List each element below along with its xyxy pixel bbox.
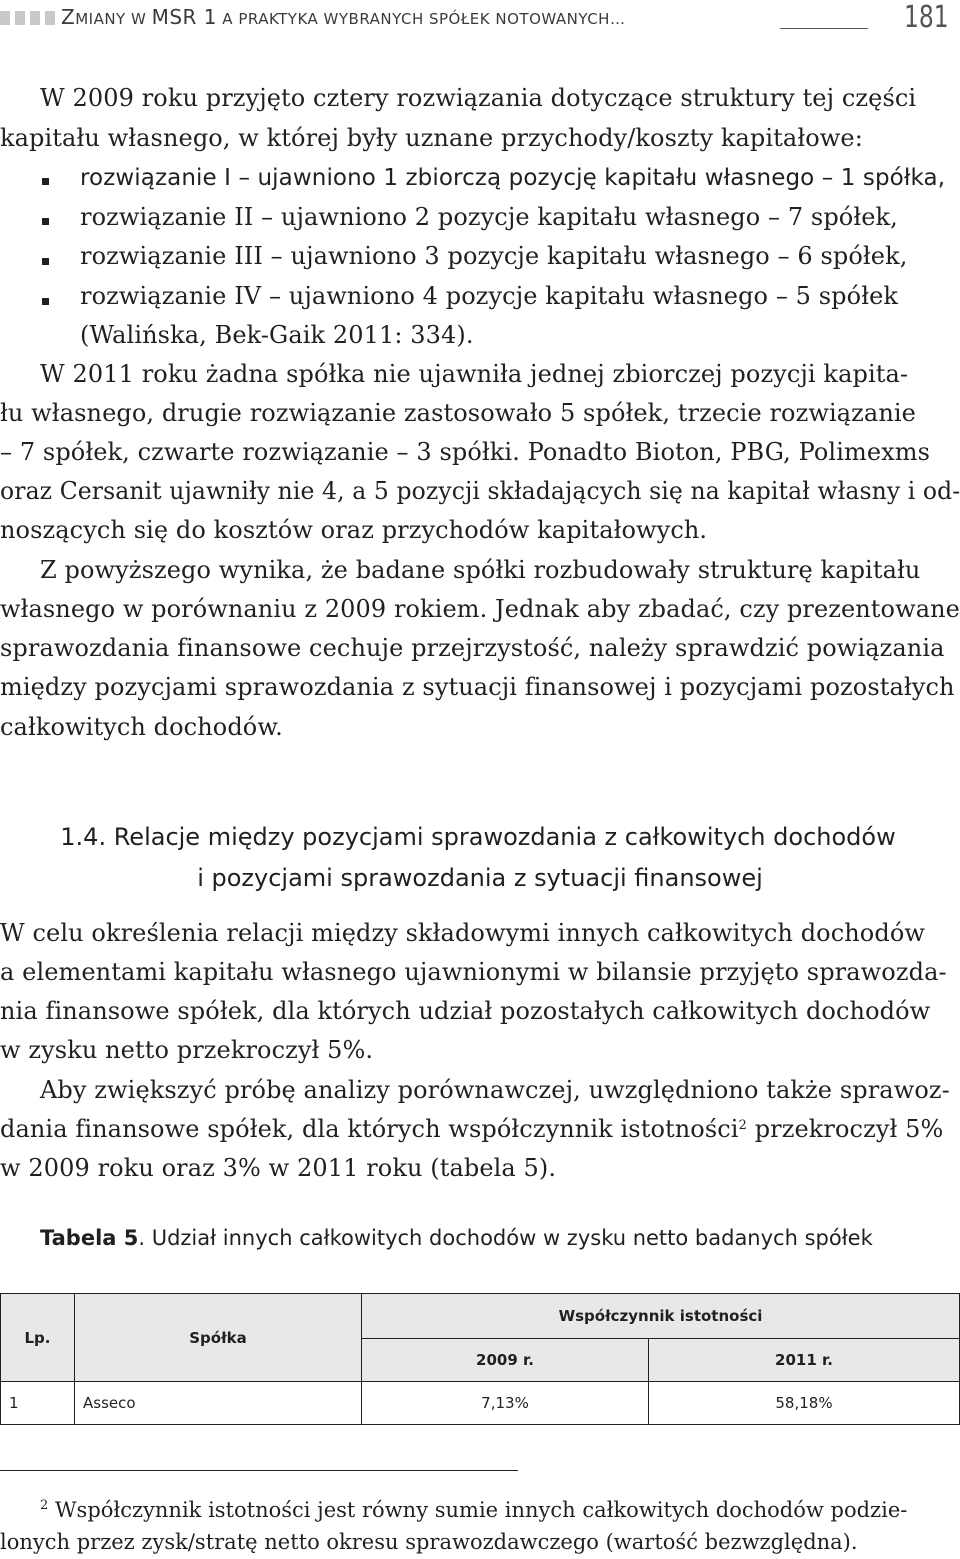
paragraph-4-line-4: w zysku netto przekroczył 5%.: [0, 1036, 374, 1064]
column-header-2009: 2009 r.: [362, 1339, 649, 1382]
column-header-group: Współczynnik istotności: [362, 1294, 960, 1339]
bullet-marker: [42, 298, 49, 305]
bullet-item-4-continuation: (Walińska, Bek-Gaik 2011: 334).: [80, 321, 474, 349]
paragraph-5-line-1: Aby zwiększyć próbę analizy porównawczej, uwzględniono także sprawoz-: [40, 1076, 950, 1104]
paragraph-1-line-1: W 2009 roku przyjęto cztery rozwiązania dotyczące struktury tej części: [40, 84, 917, 112]
section-heading-line-1: 1.4. Relacje między pozycjami sprawozdania z całkowitych dochodów: [60, 823, 896, 851]
paragraph-3-line-2: własnego w porównaniu z 2009 rokiem. Jednak aby zbadać, czy prezentowane: [0, 595, 960, 623]
paragraph-2-line-1: W 2011 roku żadna spółka nie ujawniła jednej zbiorczej pozycji kapita-: [40, 360, 909, 388]
header-square-4: [45, 11, 55, 25]
paragraph-4-line-1: W celu określenia relacji między składowymi innych całkowitych dochodów: [0, 919, 926, 947]
paragraph-1-line-2: kapitału własnego, w której były uznane przychody/koszty kapitałowe:: [0, 124, 863, 152]
column-header-company: Spółka: [75, 1294, 362, 1382]
footnote-reference[interactable]: 2: [738, 1118, 747, 1133]
paragraph-4-line-3: nia finansowe spółek, dla których udział pozostałych całkowitych dochodów: [0, 997, 931, 1025]
bullet-item-3: rozwiązanie III – ujawniono 3 pozycje kapitału własnego – 6 spółek,: [80, 242, 908, 270]
footnote-rule: [0, 1470, 518, 1471]
table-caption: Tabela 5. Udział innych całkowitych dochodów w zysku netto badanych spółek: [40, 1226, 873, 1250]
paragraph-5-line-2: dania finansowe spółek, dla których współczynnik istotności$^2$ przekroczył 5%: [0, 1115, 944, 1143]
cell-2009: 7,13%: [362, 1382, 649, 1425]
paragraph-4-line-2: a elementami kapitału własnego ujawnionymi w bilansie przyjęto sprawozda-: [0, 958, 947, 986]
header-square-2: [15, 11, 25, 25]
running-header: [0, 0, 960, 40]
page-number: 181: [904, 0, 949, 35]
cell-2011: 58,18%: [649, 1382, 960, 1425]
bullet-marker: [42, 218, 49, 225]
bullet-marker: [42, 258, 49, 265]
bullet-item-2: rozwiązanie II – ujawniono 2 pozycje kapitału własnego – 7 spółek,: [80, 203, 898, 231]
paragraph-2-line-4: oraz Cersanit ujawniły nie 4, a 5 pozycji składających się na kapitał własny i od-: [0, 477, 960, 505]
paragraph-3-line-4: między pozycjami sprawozdania z sytuacji finansowej i pozycjami pozostałych: [0, 673, 955, 701]
data-table: [0, 1293, 960, 1425]
paragraph-2-line-5: noszących się do kosztów oraz przychodów kapitałowych.: [0, 516, 708, 544]
footnote-line-1: $^2$ Współczynnik istotności jest równy sumie innych całkowitych dochodów podzie-: [40, 1498, 908, 1522]
paragraph-2-line-2: łu własnego, drugie rozwiązanie zastosowało 5 spółek, trzecie rozwiązanie: [0, 399, 916, 427]
footnote-number: 2: [40, 1498, 49, 1513]
bullet-item-1: rozwiązanie I – ujawniono 1 zbiorczą pozycję kapitału własnego – 1 spółka,: [80, 165, 946, 191]
header-rule: [780, 28, 868, 29]
paragraph-3-line-3: sprawozdania finansowe cechuje przejrzystość, należy sprawdzić powiązania: [0, 634, 945, 662]
paragraph-5-line-3: w 2009 roku oraz 3% w 2011 roku (tabela 5).: [0, 1154, 557, 1182]
footnote-line-2: lonych przez zysk/stratę netto okresu sprawozdawczego (wartość bezwzględna).: [0, 1530, 858, 1554]
cell-lp: 1: [1, 1382, 75, 1425]
bullet-item-4: rozwiązanie IV – ujawniono 4 pozycje kapitału własnego – 5 spółek: [80, 282, 899, 310]
column-header-lp: Lp.: [1, 1294, 75, 1382]
paragraph-2-line-3: – 7 spółek, czwarte rozwiązanie – 3 spółki. Ponadto Bioton, PBG, Polimexms: [0, 438, 931, 466]
cell-company: Asseco: [75, 1382, 362, 1425]
section-heading-line-2: i pozycjami sprawozdania z sytuacji finansowej: [197, 864, 763, 892]
header-square-3: [30, 11, 40, 25]
table-row: [1, 1382, 960, 1425]
header-title: ZMIANY W MSR 1 A PRAKTYKA WYBRANYCH SPÓŁEK NOTOWANYCH…: [61, 5, 626, 29]
bullet-marker: [42, 178, 49, 185]
column-header-2011: 2011 r.: [649, 1339, 960, 1382]
paragraph-3-line-1: Z powyższego wynika, że badane spółki rozbudowały strukturę kapitału: [40, 556, 921, 584]
paragraph-3-line-5: całkowitych dochodów.: [0, 713, 283, 741]
header-square-1: [0, 11, 10, 25]
